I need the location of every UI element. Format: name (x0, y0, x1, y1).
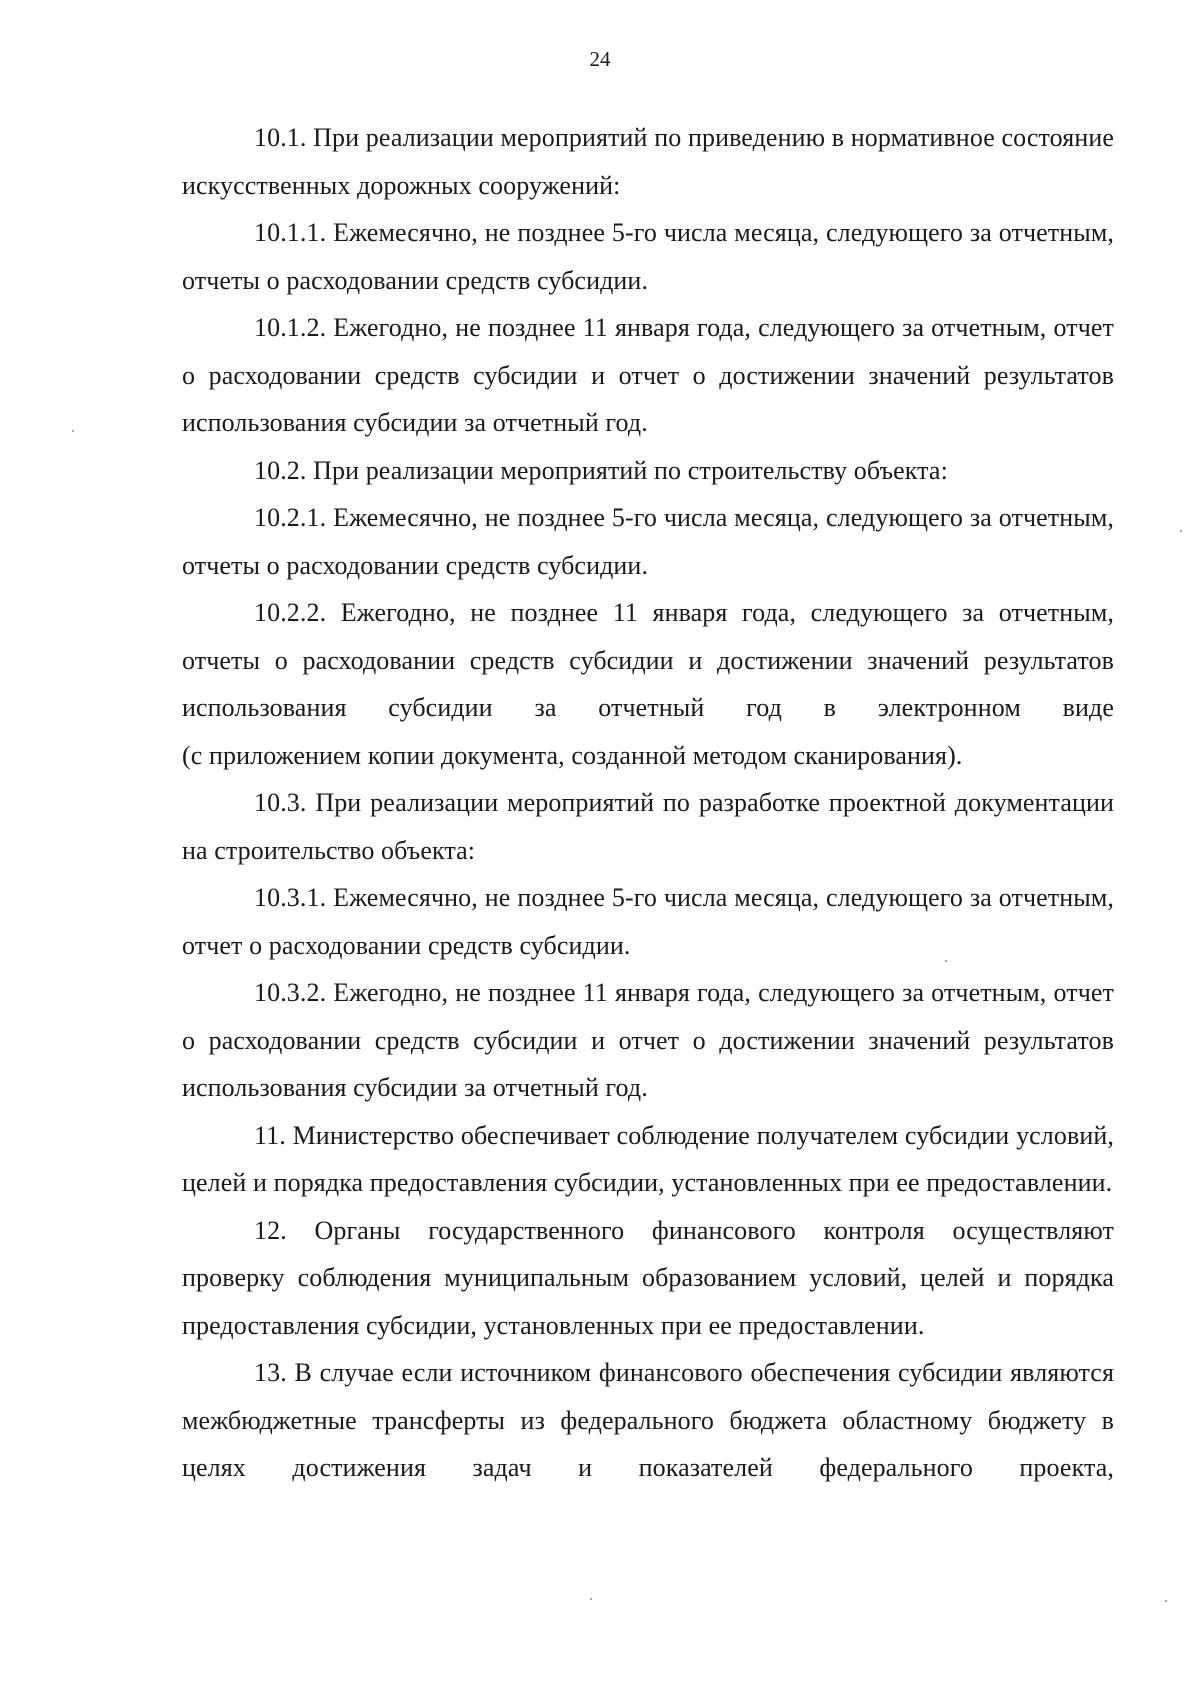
paragraph-10-1-2: 10.1.2. Ежегодно, не позднее 11 января года, следующего за отчетным, отчет о расходовании средств субсидии и отчет о достижении значений результатов использования субсидии за отчетный год. (182, 313, 1114, 437)
paragraph-10-2-1: 10.2.1. Ежемесячно, не позднее 5-го числа месяца, следующего за отчетным, отчеты о расходовании средств субсидии. (182, 503, 1114, 580)
paragraph-10-3: 10.3. При реализации мероприятий по разработке проектной документации на строительство объекта: (182, 788, 1114, 865)
scan-speck (1180, 530, 1182, 532)
page-number: 24 (589, 47, 611, 71)
paragraph-12: 12. Органы государственного финансового контроля осуществляют проверку соблюдения муниципальным образованием условий, целей и порядка предоставления субсидии, установленных при ее предоставлении. (182, 1215, 1114, 1340)
paragraph-10-1-1: 10.1.1. Ежемесячно, не позднее 5-го числа месяца, следующего за отчетным, отчеты о расходовании средств субсидии. (182, 218, 1114, 295)
scan-speck (590, 1598, 592, 1600)
paragraph-10-3-2: 10.3.2. Ежегодно, не позднее 11 января года, следующего за отчетным, отчет о расходовании средств субсидии и отчет о достижении значений результатов использования субсидии за отчетный год. (182, 978, 1114, 1102)
document-body (182, 114, 1114, 1492)
paragraph-10-2: 10.2. При реализации мероприятий по строительству объекта: (254, 455, 948, 485)
scan-speck (945, 960, 947, 962)
scan-speck (72, 430, 74, 432)
paragraph-10-3-1: 10.3.1. Ежемесячно, не позднее 5-го числа месяца, следующего за отчетным, отчет о расходовании средств субсидии. (182, 883, 1114, 960)
scan-speck (1165, 1600, 1167, 1602)
paragraph-13: 13. В случае если источником финансового обеспечения субсидии являются межбюджетные трансферты из федерального бюджета областному бюджету в целях достижения задач и показателей федерального проекта, (182, 1358, 1114, 1482)
paragraph-10-1: 10.1. При реализации мероприятий по приведению в нормативное состояние искусственных дорожных сооружений: (182, 123, 1114, 200)
paragraph-10-2-2-continuation: (с приложением копии документа, созданной методом сканирования). (182, 740, 963, 770)
paragraph-11: 11. Министерство обеспечивает соблюдение получателем субсидии условий, целей и порядка предоставления субсидии, установленных при ее предоставлении. (182, 1120, 1114, 1197)
paragraph-10-2-2: 10.2.2. Ежегодно, не позднее 11 января года, следующего за отчетным, отчеты о расходовании средств субсидии и достижении значений результатов использования субсидии за отчетный год в электронном виде (182, 598, 1114, 722)
